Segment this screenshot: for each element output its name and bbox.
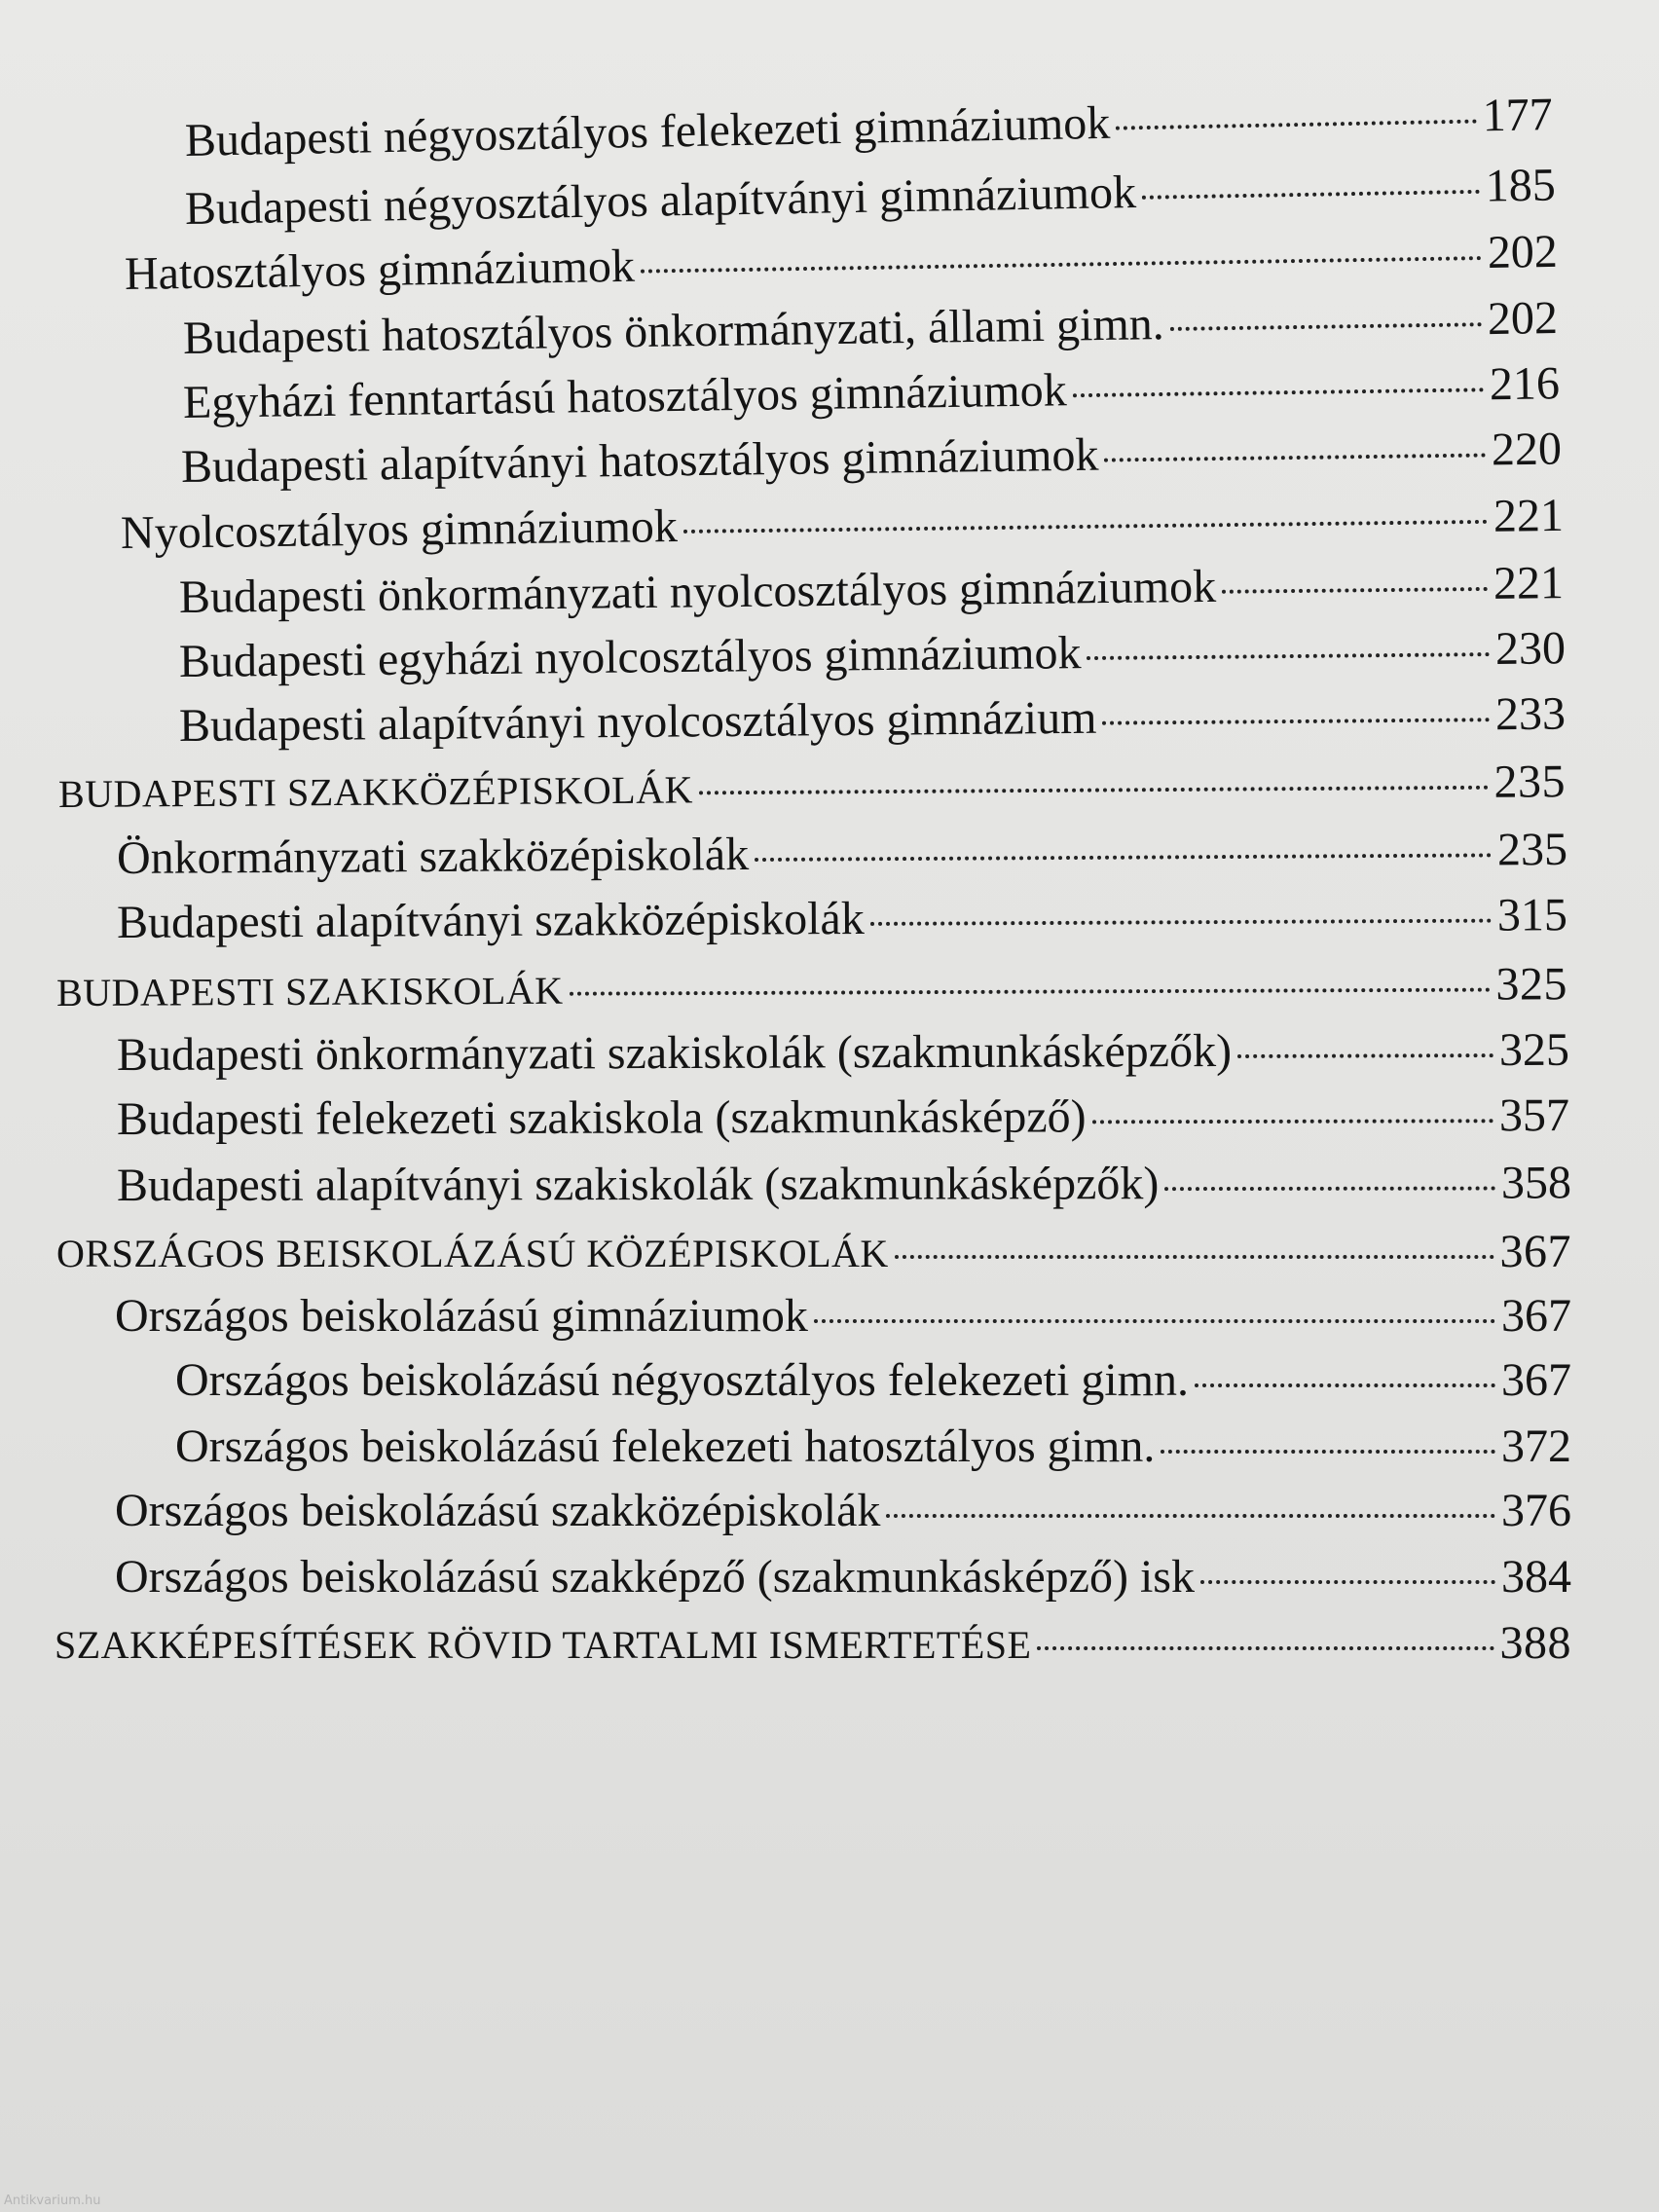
toc-entry-title: Budapesti alapítványi nyolcosztályos gimnázium [178, 691, 1097, 752]
toc-section [56, 955, 1567, 1020]
toc-entry-page: 221 [1493, 489, 1565, 542]
toc-entry-page: 220 [1491, 423, 1563, 476]
toc-entry [181, 420, 1563, 497]
toc-entry [117, 1154, 1571, 1215]
toc-entry [121, 487, 1565, 563]
toc-entry [183, 289, 1559, 368]
toc-entry-page: 185 [1485, 159, 1557, 212]
toc-section [56, 1223, 1571, 1281]
toc-entry-title: Országos beiskolázású szakközépiskolák [115, 1485, 881, 1536]
toc-leader-dots [870, 919, 1492, 926]
toc-entry-page: 376 [1501, 1485, 1571, 1536]
toc-leader-dots [1195, 1383, 1495, 1387]
toc-entry-title: Önkormányzati szakközépiskolák [116, 829, 750, 884]
toc-entry-title: Országos beiskolázású szakképző (szakmunkásképző) isk [115, 1551, 1195, 1603]
toc-leader-dots [1200, 1580, 1495, 1584]
toc-entry-title: Hatosztályos gimnáziumok [124, 240, 636, 300]
toc-leader-dots [1116, 120, 1477, 130]
toc-leader-dots [1092, 1119, 1493, 1124]
toc-entry-page: 230 [1494, 622, 1567, 676]
toc-entry-page: 177 [1482, 89, 1554, 142]
toc-entry-page: 202 [1487, 225, 1559, 279]
toc-leader-dots [755, 853, 1492, 862]
toc-entry-page: 367 [1499, 1226, 1571, 1277]
toc-entry [115, 1482, 1571, 1540]
toc-entry [179, 554, 1565, 627]
toc-leader-dots [1087, 652, 1490, 660]
toc-entry-title: Budapesti alapítványi hatosztályos gimnáziumok [180, 428, 1099, 493]
toc-entry [117, 821, 1567, 888]
toc-entry-title: ORSZÁGOS BEISKOLÁZÁSÚ KÖZÉPISKOLÁK [56, 1232, 889, 1275]
toc-entry [115, 1287, 1571, 1346]
toc-entry-page: 372 [1501, 1420, 1571, 1472]
toc-entry-page: 367 [1501, 1290, 1571, 1342]
toc-entry-title: Egyházi fenntartású hatosztályos gimnáziumok [182, 364, 1068, 428]
toc-leader-dots [1164, 1187, 1495, 1192]
toc-leader-dots [1170, 322, 1482, 331]
toc-section [55, 1614, 1571, 1673]
toc-entry [179, 685, 1566, 756]
toc-entry-page: 221 [1493, 557, 1565, 609]
toc-leader-dots [1142, 190, 1480, 200]
toc-leader-dots [886, 1514, 1495, 1518]
toc-entry-title: Budapesti önkormányzati szakiskolák (szakmunkásképzők) [116, 1025, 1233, 1081]
toc-entry [115, 1548, 1571, 1606]
toc-entry [117, 886, 1567, 952]
toc-entry-title: Budapesti hatosztályos önkormányzati, állami gimn. [182, 298, 1165, 364]
toc-entry [117, 1087, 1569, 1149]
toc-leader-dots [1102, 718, 1490, 724]
toc-entry-page: 388 [1499, 1617, 1571, 1669]
watermark: Antikvarium.hu [4, 2194, 101, 2208]
toc-entry-title: Budapesti egyházi nyolcosztályos gimnáziumok [178, 627, 1082, 687]
toc-entry [179, 619, 1567, 691]
toc-entry-title: Nyolcosztályos gimnáziumok [120, 500, 679, 559]
toc-entry-page: 358 [1500, 1157, 1572, 1209]
toc-entry-page: 384 [1501, 1551, 1571, 1603]
toc-entry [175, 1418, 1571, 1476]
toc-leader-dots [683, 520, 1488, 534]
toc-entry-page: 202 [1487, 292, 1559, 346]
toc-entry-title: SZAKKÉPESÍTÉSEK RÖVID TARTALMI ISMERTETÉSE [55, 1623, 1032, 1667]
toc-entry-page: 235 [1496, 823, 1568, 876]
toc-leader-dots [570, 988, 1491, 996]
toc-leader-dots [1237, 1053, 1493, 1058]
toc-entry-title: Budapesti alapítványi szakiskolák (szakmunkásképzők) [116, 1158, 1160, 1211]
toc-entry-page: 367 [1501, 1354, 1571, 1406]
toc-entry-page: 325 [1495, 958, 1568, 1011]
toc-entry [117, 1021, 1569, 1085]
toc-leader-dots [1161, 1450, 1495, 1454]
toc-entry-page: 235 [1493, 756, 1567, 808]
toc-leader-dots [1073, 387, 1484, 397]
toc-leader-dots [699, 786, 1489, 795]
toc-entry-title: Budapesti felekezeti szakiskola (szakmunkásképző) [116, 1090, 1087, 1145]
toc-entry [175, 1351, 1571, 1410]
toc-entry [184, 86, 1553, 170]
toc-entry-page: 216 [1489, 357, 1561, 411]
toc-entry-page: 315 [1496, 889, 1568, 941]
toc-leader-dots [1222, 587, 1488, 594]
toc-entry-title: Budapesti önkormányzati nyolcosztályos gimnáziumok [178, 560, 1217, 623]
toc-leader-dots [1037, 1646, 1493, 1650]
toc-entry-page: 325 [1498, 1023, 1570, 1077]
toc-entry-title: Budapesti alapítványi szakközépiskolák [116, 892, 865, 948]
toc-entry-page: 233 [1494, 687, 1567, 741]
toc-entry-title: Országos beiskolázású gimnáziumok [115, 1290, 808, 1342]
toc-entry-page: 357 [1498, 1089, 1570, 1142]
toc-entry-title: Budapesti négyosztályos alapítványi gimnáziumok [184, 166, 1137, 235]
toc-leader-dots [1104, 453, 1486, 461]
toc-leader-dots [895, 1255, 1494, 1259]
toc-section [58, 753, 1566, 822]
toc-entry-title: BUDAPESTI SZAKISKOLÁK [55, 968, 564, 1014]
toc-entry-title: Budapesti négyosztályos felekezeti gimnáziumok [184, 96, 1111, 166]
toc-entry-title: Országos beiskolázású felekezeti hatosztályos gimn. [175, 1420, 1156, 1472]
toc-leader-dots [641, 256, 1482, 274]
toc-entry-title: Országos beiskolázású négyosztályos felekezeti gimn. [175, 1354, 1189, 1406]
toc-leader-dots [814, 1319, 1495, 1323]
toc-entry-title: BUDAPESTI SZAKKÖZÉPISKOLÁK [57, 767, 694, 816]
toc-entry [183, 354, 1561, 432]
